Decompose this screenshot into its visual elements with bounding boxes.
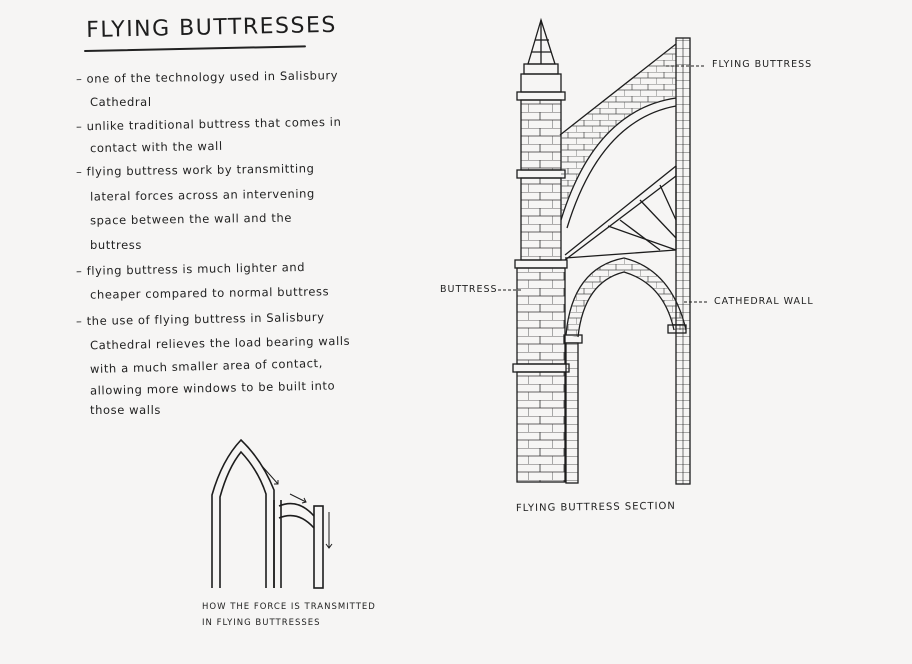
force-caption-line1: HOW THE FORCE IS TRANSMITTED — [202, 602, 376, 612]
force-arrows — [262, 466, 332, 548]
note-line: allowing more windows to be built into — [89, 378, 336, 398]
note-line: with a much smaller area of contact, — [89, 355, 324, 377]
label-cathedral-wall: CATHEDRAL WALL — [714, 296, 814, 307]
note-line: space between the wall and the — [89, 210, 293, 228]
note-line: cheaper compared to normal buttress — [89, 284, 330, 302]
note-line: those walls — [90, 403, 161, 417]
section-caption: FLYING BUTTRESS SECTION — [515, 500, 676, 515]
force-arch — [212, 440, 323, 588]
label-buttress: BUTTRESS — [440, 284, 498, 295]
note-line: – flying buttress is much lighter and — [75, 260, 306, 278]
label-flying-buttress: FLYING BUTTRESS — [712, 59, 813, 70]
page-title: FLYING BUTTRESSES — [86, 12, 338, 43]
note-line: – the use of flying buttress in Salisbury — [75, 309, 325, 329]
note-line: lateral forces across an intervening — [89, 186, 316, 204]
force-caption-line2: IN FLYING BUTTRESSES — [202, 618, 321, 628]
note-line: – one of the technology used in Salisbury — [75, 68, 339, 86]
note-line: Cathedral — [90, 95, 152, 109]
note-line: – unlike traditional buttress that comes in — [75, 114, 342, 134]
note-line: Cathedral relieves the load bearing walls — [89, 333, 351, 353]
note-line: buttress — [90, 238, 142, 252]
note-line: – flying buttress work by transmitting — [75, 161, 315, 179]
note-line: contact with the wall — [89, 138, 223, 156]
